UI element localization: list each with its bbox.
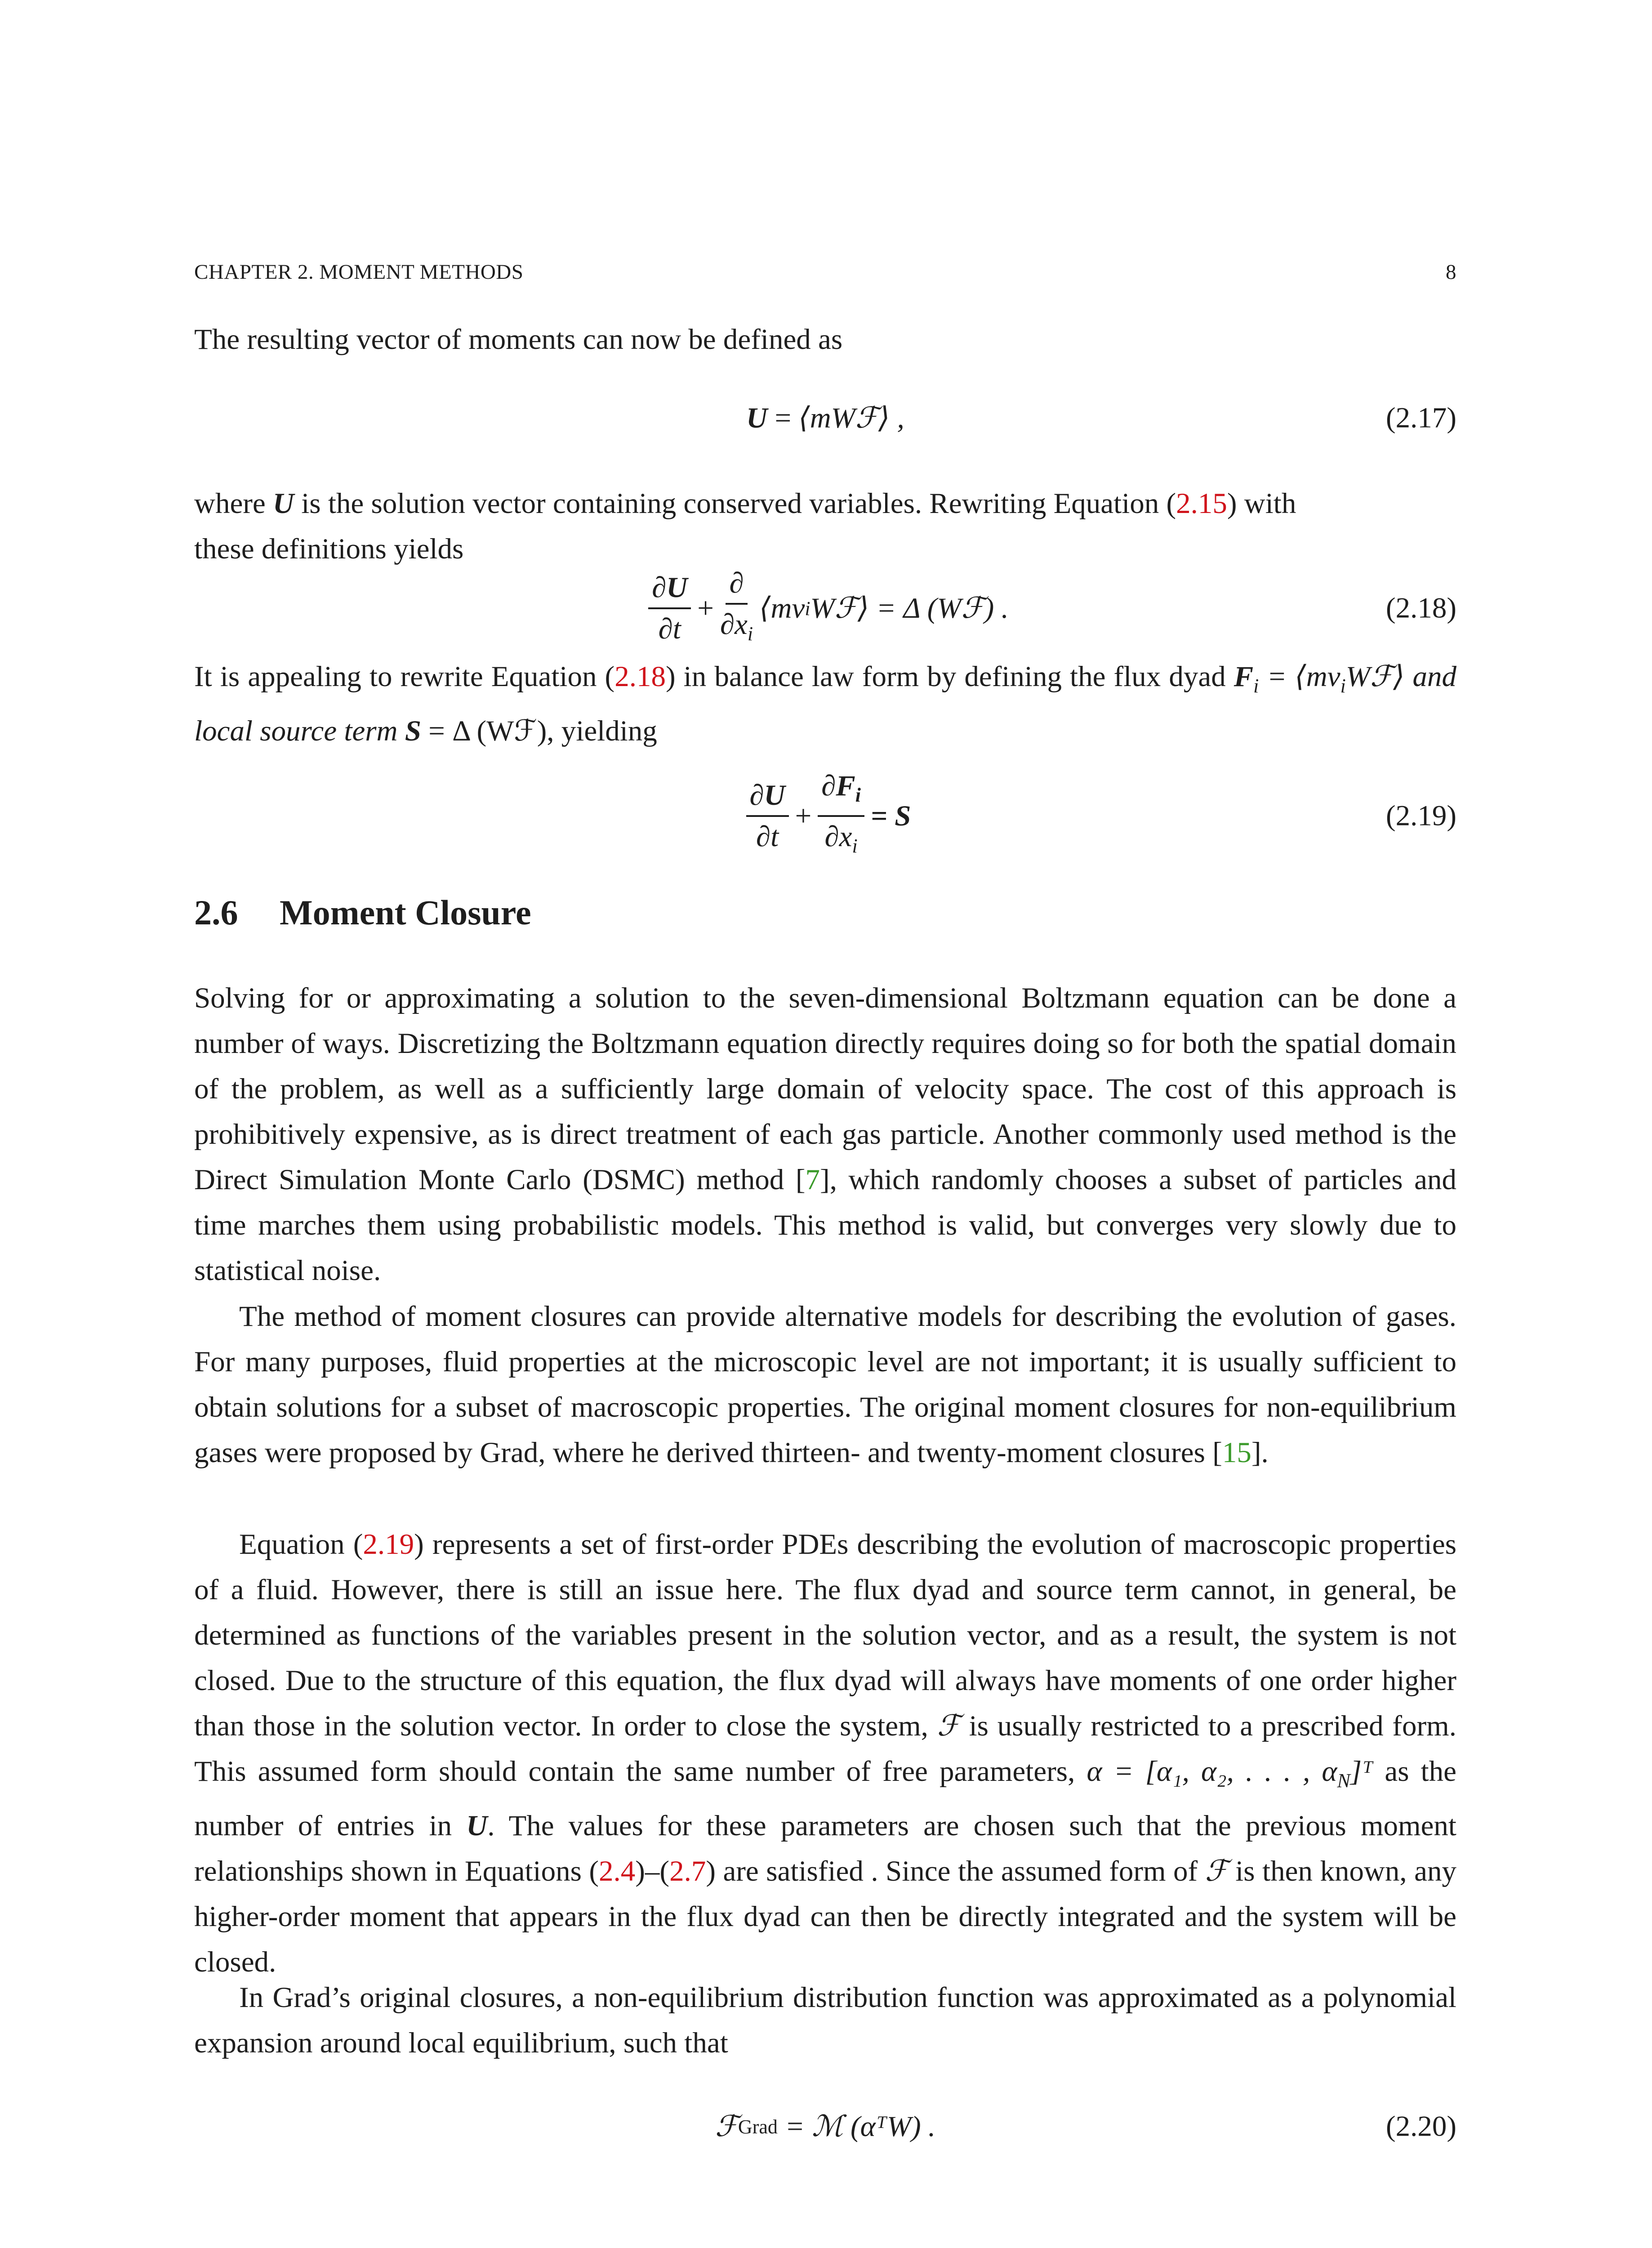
subscript: Grad (738, 2115, 778, 2138)
denominator: ∂t (658, 613, 681, 645)
subscript: i (805, 597, 810, 620)
fraction (746, 777, 789, 855)
text: The method of moment closures can provide alternative models for describing the evolution of gases. For many purposes, fluid properties at the microscopic level are not important; it is usually sufficient to obtain solutions for a subset of macroscopic properties. The original moment closures for non-equilibrium gases were proposed by Grad, where he derived thirteen- and twenty-moment closures [ (194, 1300, 1456, 1469)
numerator (818, 768, 864, 817)
eq-lhs: U (746, 401, 768, 434)
section-number: 2.6 (194, 893, 238, 932)
equation-number: (2.18) (1385, 592, 1456, 624)
equation-2-19 (194, 769, 1456, 863)
text: ) with (1227, 487, 1296, 520)
term: Wℱ⟩ = Δ (Wℱ) . (810, 592, 1009, 624)
denominator (825, 817, 858, 864)
eq-equals: = (767, 401, 799, 434)
section-title: Moment Closure (280, 893, 531, 932)
denominator: ∂t (756, 821, 779, 853)
equation-2-18 (194, 561, 1456, 656)
equation-ref-link[interactable]: 2.7 (669, 1855, 706, 1887)
numerator: ∂ (726, 565, 747, 605)
text: ], which randomly chooses a subset of particles and time marches them using probabilistic models. This method is valid, but converges very slowly due to statistical noise. (194, 1164, 1456, 1287)
symbol-F-script: ℱ (1205, 1855, 1228, 1887)
symbol-U: U (273, 487, 294, 520)
section-heading (194, 892, 531, 933)
plus-sign: + (697, 592, 714, 624)
alpha-vector: α = [α₁, α₂, . . . , α (1086, 1755, 1337, 1788)
eq-rhs: = S (871, 799, 911, 832)
text: ∂F (821, 770, 855, 802)
numerator: ∂U (746, 777, 789, 817)
text: . The values for these parameters are chosen such that the previous moment relationships shown in Equations ( (194, 1810, 1456, 1887)
denominator (720, 605, 753, 652)
paragraph-boltzmann (194, 976, 1456, 1293)
subscript: N (1337, 1770, 1350, 1792)
plus-sign: + (795, 799, 812, 832)
text: these definitions yields (194, 533, 464, 565)
paragraph-rewriting (194, 481, 1456, 572)
fraction (818, 768, 864, 864)
chapter-title: CHAPTER 2. MOMENT METHODS (194, 260, 524, 284)
text: is the solution vector containing conserved variables. Rewriting Equation ( (294, 487, 1176, 520)
fraction (648, 570, 691, 647)
eq-rhs: = ℳ (αᵀW) . (777, 2110, 936, 2143)
text: ∂x (720, 608, 748, 641)
equation-ref-link[interactable]: 2.18 (614, 660, 666, 693)
term: ⟨mv (759, 592, 805, 624)
text: ) are satisfied . Since the assumed form of (706, 1855, 1205, 1887)
equation-number: (2.19) (1385, 799, 1456, 832)
paragraph-moment-closures (194, 1294, 1456, 1476)
symbol-U: U (466, 1810, 488, 1842)
text: ) in balance law form by defining the flux dyad (665, 660, 1234, 693)
page-number: 8 (1446, 260, 1456, 284)
subscript: i (1340, 675, 1346, 697)
subscript: i (747, 622, 753, 645)
text: is usually restricted to a prescribed form. This assumed form should contain the same number of free parameters, (194, 1710, 1456, 1788)
equation-ref-link[interactable]: 2.15 (1176, 487, 1227, 520)
text: It is appealing to rewrite Equation ( (194, 660, 615, 693)
citation-link[interactable]: 15 (1222, 1436, 1251, 1469)
subscript: i (852, 835, 858, 857)
equation-2-17 (194, 378, 1456, 459)
text: as the number of entries in (194, 1755, 1457, 1842)
paragraph-closure-problem (194, 1522, 1456, 1985)
paragraph-intro: The resulting vector of moments can now be defined as (194, 323, 843, 356)
symbol-S: S (405, 715, 421, 747)
text: where (194, 487, 273, 520)
paragraph-grad: In Grad’s original closures, a non-equilibrium distribution function was approximated as a polynomial expansion around local equilibrium, such that (194, 1981, 1456, 2059)
text: Wℱ⟩ and local source term (194, 660, 1457, 747)
equation-number: (2.17) (1385, 401, 1456, 434)
subscript: i (1253, 675, 1259, 697)
eq-lhs: ℱ (715, 2110, 738, 2143)
text: Equation ( (239, 1528, 363, 1561)
subscript: i (855, 784, 861, 806)
eq-rhs: ⟨mWℱ⟩ , (798, 402, 904, 434)
text: )–( (635, 1855, 670, 1887)
fraction (720, 565, 753, 652)
numerator: ∂U (648, 570, 691, 609)
text: is then known, any higher-order moment that appears in the flux dyad can then be directly integrated and the system will be closed. (194, 1855, 1456, 1978)
text: ) represents a set of first-order PDEs describing the evolution of macroscopic properties of a fluid. However, there is still an issue here. The flux dyad and source term cannot, in general, be determined as functions of the variables present in the solution vector, and as a result, the system is not closed. Due to the structure of this equation, the flux dyad will always have moments of one order higher than those in the solution vector. In order to close the system, (194, 1528, 1457, 1742)
equation-ref-link[interactable]: 2.19 (363, 1528, 414, 1561)
equation-number: (2.20) (1385, 2110, 1456, 2143)
equation-2-20 (194, 2086, 1456, 2167)
citation-link[interactable]: 7 (805, 1164, 820, 1196)
symbol-F: F (1233, 660, 1254, 693)
text: ∂x (824, 821, 852, 853)
symbol-F-script: ℱ (937, 1710, 960, 1742)
text: Solving for or approximating a solution to the seven-dimensional Boltzmann equation can be done a number of ways. Discretizing the Boltzmann equation directly requires doing so for both the spatial domain of the problem, as well as a sufficiently large domain of velocity space. The cost of this approach is prohibitively expensive, as is direct treatment of each gas particle. Another commonly used method is the Direct Simulation Monte Carlo (DSMC) method [ (194, 982, 1456, 1196)
text: ]ᵀ (1350, 1755, 1373, 1788)
running-header (194, 260, 1456, 287)
text: = ⟨mv (1259, 660, 1340, 693)
equation-ref-link[interactable]: 2.4 (599, 1855, 636, 1887)
text: ]. (1251, 1436, 1269, 1469)
text: = Δ (Wℱ), yielding (421, 715, 657, 747)
paragraph-balance-law (194, 654, 1456, 754)
